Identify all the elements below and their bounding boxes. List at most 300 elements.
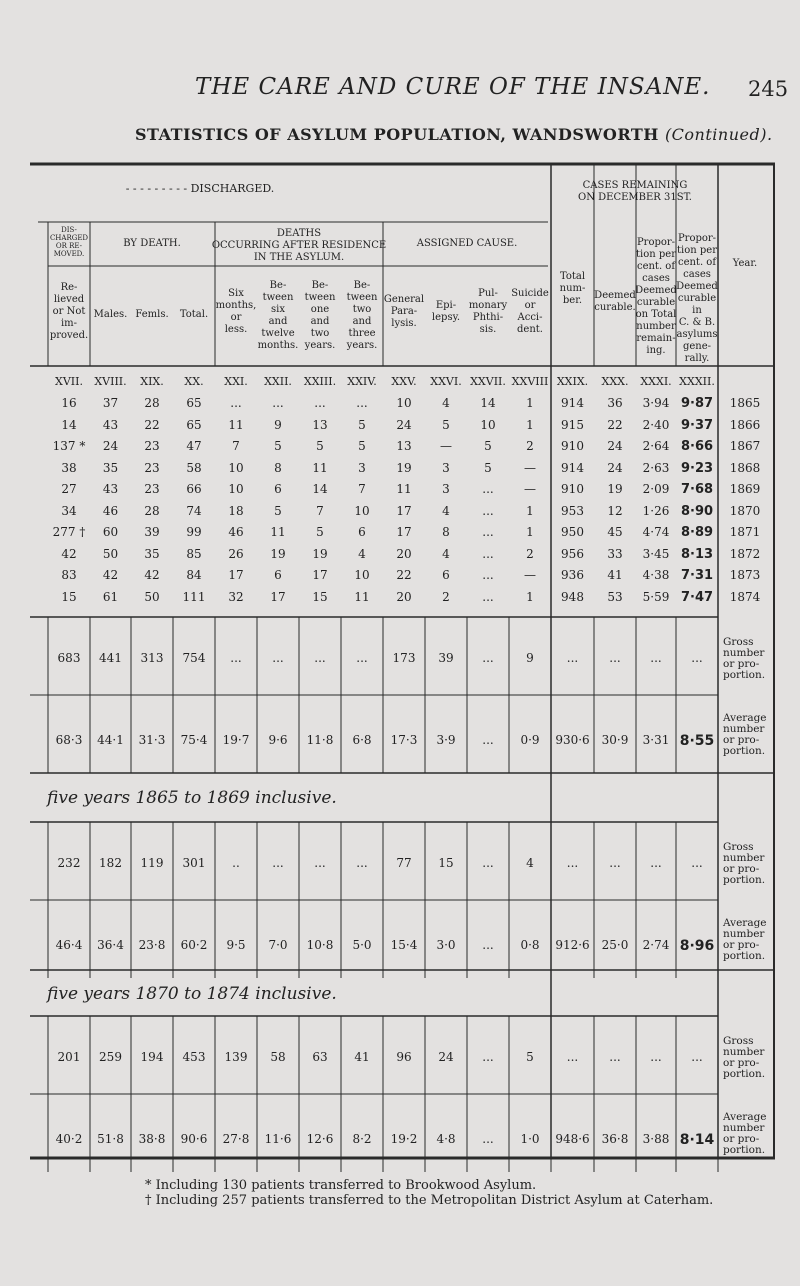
- section-1870-gross-cell: ...: [482, 1050, 494, 1064]
- section-1870-average-cell: 27·8: [222, 1132, 250, 1146]
- page-number: 245: [748, 77, 789, 101]
- column-header: Propor- tion per cent. of cases Deemed curable on Total number remain- ing.: [635, 237, 677, 356]
- column-number: XXX.: [601, 375, 629, 388]
- table-cell: 10: [228, 482, 244, 496]
- column-header: Six months, or less.: [215, 288, 257, 335]
- table-cell: 11: [354, 589, 370, 604]
- table-cell: 1: [526, 525, 534, 539]
- table-cell: 1868: [729, 460, 761, 475]
- table-cell: 65: [186, 396, 202, 410]
- section-1865-gross-cell: ...: [566, 856, 579, 870]
- table-cell: 7·68: [680, 482, 714, 497]
- table-cell: 99: [186, 525, 202, 539]
- section-1865-average-cell: 10·8: [306, 938, 334, 952]
- table-cell: 10: [354, 503, 370, 518]
- summary-all-gross-cell: 683: [57, 651, 81, 665]
- section-1865-gross-cell: ...: [482, 856, 494, 870]
- table-cell: 2: [442, 589, 450, 604]
- running-head: THE CARE AND CURE OF THE INSANE.: [195, 74, 711, 100]
- table-cell: 1: [526, 417, 534, 432]
- table-cell: 948: [561, 589, 584, 604]
- table-cell: 12: [607, 503, 623, 518]
- summary-all-gross-cell: ...: [356, 651, 368, 665]
- summary-all-gross-cell: ...: [566, 651, 579, 665]
- table-cell: 42: [102, 568, 119, 582]
- section-1865-gross-cell: 182: [99, 856, 122, 870]
- section-1870-gross-cell: 194: [140, 1050, 164, 1064]
- table-cell: 15: [312, 589, 328, 604]
- table-cell: 11: [228, 417, 244, 432]
- table-cell: 7: [358, 482, 366, 496]
- section-1865-gross-cell: ..: [232, 856, 240, 870]
- section-1865-gross-cell: ...: [609, 856, 621, 870]
- summary-all-average-cell: ...: [482, 733, 494, 747]
- table-cell: 9·87: [680, 396, 714, 411]
- column-number: XXV.: [391, 375, 417, 388]
- table-cell: 910: [561, 439, 584, 453]
- table-cell: 11: [396, 482, 412, 496]
- summary-all-gross-cell: 754: [182, 651, 206, 665]
- column-header: Deemed curable.: [594, 290, 636, 313]
- summary-all-average-cell: 3·31: [642, 733, 670, 747]
- group-discharged-removed: DIS- CHARGED OR RE- MOVED.: [49, 226, 89, 258]
- table-cell: 1: [526, 589, 534, 604]
- table-cell: ...: [482, 503, 494, 518]
- table-cell: 36: [607, 396, 623, 410]
- table-cell: 50: [102, 546, 119, 561]
- table-cell: 65: [186, 417, 202, 432]
- table-cell: 61: [102, 589, 119, 604]
- summary-all-average-cell: 3·9: [436, 733, 456, 747]
- summary-all-gross-cell: ...: [314, 651, 326, 665]
- summary-all-average-cell: 75·4: [180, 733, 208, 747]
- section-1865-gross-cell: 232: [57, 856, 81, 870]
- column-header: Femls.: [135, 309, 169, 320]
- section-1865-average-cell: 3·0: [436, 938, 456, 952]
- section-label-1870-1874: five years 1870 to 1874 inclusive.: [47, 984, 337, 1004]
- table-cell: 1: [526, 503, 534, 518]
- table-cell: 1·26: [642, 503, 670, 518]
- section-1865-gross-cell: ...: [356, 856, 368, 870]
- table-cell: 50: [144, 589, 160, 604]
- summary-all-gross-cell: ...: [609, 651, 621, 665]
- table-cell: 23: [144, 460, 160, 475]
- table-cell: 20: [396, 589, 412, 604]
- table-cell: 42: [144, 568, 160, 582]
- table-cell: 19: [270, 546, 286, 561]
- summary-all-gross-label: Gross number or pro- portion.: [723, 636, 766, 681]
- section-1870-gross-cell: 201: [57, 1050, 81, 1064]
- table-cell: 34: [61, 503, 77, 518]
- table-cell: 1872: [729, 546, 761, 561]
- table-cell: 6: [274, 482, 282, 496]
- table-cell: 4·74: [642, 525, 670, 539]
- table-cell: 950: [561, 525, 584, 539]
- table-cell: 915: [561, 417, 584, 432]
- table-cell: 19: [396, 460, 412, 475]
- table-cell: 14: [312, 482, 328, 496]
- footnote-1: * Including 130 patients transferred to Brookwood Asylum.: [145, 1178, 537, 1193]
- table-cell: 4: [442, 503, 450, 518]
- summary-all-gross-cell: 313: [140, 651, 164, 665]
- table-cell: 3·94: [642, 396, 670, 410]
- summary-all-average-cell: 68·3: [55, 733, 83, 747]
- column-header: Pul- monary Phthi- sis.: [468, 288, 508, 335]
- table-cell: 43: [102, 482, 119, 496]
- summary-all-gross-cell: ...: [650, 651, 662, 665]
- section-1865-gross-cell: ...: [272, 856, 284, 870]
- table-cell: 18: [228, 503, 244, 518]
- table-cell: 35: [102, 460, 119, 475]
- table-cell: 2·63: [642, 460, 670, 475]
- section-1865-average-cell: 5·0: [352, 938, 372, 952]
- table-cell: 7·47: [680, 589, 714, 605]
- table-cell: 19: [607, 482, 623, 496]
- table-cell: 8·13: [680, 546, 714, 562]
- table-cell: 8·89: [680, 525, 714, 540]
- section-1865-average-cell: 46·4: [55, 938, 83, 952]
- table-cell: 24: [607, 439, 623, 453]
- table-cell: 23: [144, 439, 160, 453]
- summary-all-gross-cell: ...: [482, 651, 494, 665]
- section-1870-gross-cell: 96: [396, 1050, 412, 1064]
- table-cell: 10: [396, 396, 412, 410]
- section-1865-gross-cell: 301: [182, 856, 206, 870]
- table-cell: 74: [186, 503, 202, 518]
- column-number: XXIII.: [303, 375, 337, 388]
- table-cell: 60: [102, 525, 119, 539]
- table-cell: —: [440, 439, 452, 453]
- table-cell: 22: [396, 568, 412, 582]
- column-header: Suicide or Acci- dent.: [511, 288, 549, 335]
- column-header: Be- tween two and three years.: [346, 280, 378, 351]
- table-cell: 137 *: [52, 439, 86, 453]
- table-cell: 2·09: [642, 482, 670, 496]
- table-cell: 24: [607, 460, 623, 475]
- table-cell: 45: [607, 525, 623, 539]
- table-cell: 1866: [729, 417, 761, 432]
- section-1865-average-cell: 9·5: [226, 938, 246, 952]
- column-number: XX.: [184, 375, 204, 388]
- table-cell: 2: [526, 439, 534, 453]
- summary-all-average-cell: 6·8: [352, 733, 372, 747]
- table-cell: 22: [607, 417, 623, 432]
- column-number: XXIV.: [347, 375, 377, 388]
- summary-all-average-cell: 17·3: [390, 733, 418, 747]
- column-number: XVIII.: [94, 375, 127, 388]
- table-cell: 1871: [729, 525, 761, 539]
- table-cell: 5: [358, 417, 366, 432]
- table-cell: 8·90: [680, 503, 714, 519]
- table-cell: 914: [561, 460, 584, 475]
- section-1870-gross-label: Gross number or pro- portion.: [723, 1035, 766, 1080]
- table-cell: ...: [482, 482, 494, 496]
- section-1870-average-cell: 38·8: [138, 1132, 166, 1146]
- table-cell: 3·45: [642, 546, 670, 561]
- table-cell: 27: [61, 482, 77, 496]
- table-cell: 28: [144, 396, 160, 410]
- table-cell: 13: [396, 439, 412, 453]
- column-header: Propor- tion per cent. of cases Deemed curable in C. & B. asylums gene- rally.: [676, 233, 718, 364]
- table-cell: 953: [561, 503, 584, 518]
- table-cell: 17: [312, 568, 328, 582]
- section-1865-average-cell: 25·0: [601, 938, 629, 952]
- table-cell: 111: [182, 589, 206, 604]
- table-cell: 14: [61, 417, 77, 432]
- table-cell: 4: [358, 546, 366, 561]
- group-discharged: - - - - - - - - - DISCHARGED.: [125, 182, 275, 195]
- table-cell: 6: [442, 568, 450, 582]
- table-cell: 3: [442, 482, 450, 496]
- table-cell: 7·31: [680, 568, 714, 583]
- table-cell: 42: [61, 546, 77, 561]
- section-1870-average-label: Average number or pro- portion.: [723, 1111, 767, 1156]
- table-cell: —: [524, 460, 536, 475]
- section-1870-average-cell: 12·6: [306, 1132, 334, 1146]
- table-cell: 23: [144, 482, 160, 496]
- table-cell: 28: [144, 503, 160, 518]
- table-cell: 914: [561, 396, 584, 410]
- table-cell: 2·40: [642, 417, 670, 432]
- table-cell: 53: [607, 589, 623, 604]
- summary-all-average-cell: 9·6: [268, 733, 288, 747]
- section-1870-gross-cell: ...: [566, 1050, 579, 1064]
- table-title-main: STATISTICS OF ASYLUM POPULATION, WANDSWORTH: [135, 125, 659, 144]
- table-cell: 26: [228, 546, 244, 561]
- table-cell: 85: [186, 546, 202, 561]
- table-cell: —: [524, 568, 536, 582]
- section-1870-gross-cell: 41: [354, 1050, 370, 1064]
- table-cell: 936: [561, 568, 584, 582]
- column-header: Be- tween one and two years.: [304, 280, 336, 351]
- table-cell: 6: [358, 525, 366, 539]
- table-cell: 1869: [729, 482, 761, 496]
- section-1870-gross-cell: 58: [270, 1050, 286, 1064]
- table-cell: 13: [312, 417, 328, 432]
- summary-all-average-cell: 930·6: [555, 733, 590, 747]
- table-cell: 1873: [729, 568, 761, 582]
- table-cell: 10: [354, 568, 370, 582]
- section-1865-average-cell: 15·4: [390, 938, 418, 952]
- column-header: Re- lieved or Not im- proved.: [49, 282, 89, 341]
- table-cell: 2·64: [642, 439, 670, 453]
- section-1870-gross-cell: 5: [526, 1050, 534, 1064]
- table-cell: 17: [396, 525, 412, 539]
- table-cell: 22: [144, 417, 160, 432]
- section-1870-gross-cell: 453: [182, 1050, 206, 1064]
- table-cell: 83: [61, 568, 77, 582]
- table-cell: 11: [270, 525, 286, 539]
- section-1870-gross-cell: 259: [99, 1050, 122, 1064]
- section-1865-gross-cell: 119: [140, 856, 164, 870]
- table-cell: 3: [442, 460, 450, 475]
- column-header: Epi- lepsy.: [431, 300, 461, 323]
- table-cell: 277 †: [52, 525, 86, 539]
- section-1870-gross-cell: 24: [438, 1050, 454, 1064]
- section-label-1865-1869: five years 1865 to 1869 inclusive.: [47, 788, 337, 808]
- table-cell: 17: [228, 568, 244, 582]
- table-cell: 5: [484, 439, 492, 453]
- table-cell: 41: [607, 568, 623, 582]
- section-1870-gross-cell: ...: [609, 1050, 621, 1064]
- table-cell: 1874: [729, 589, 761, 604]
- section-1865-average-cell: 0·8: [520, 938, 540, 952]
- summary-all-gross-cell: 9: [526, 651, 534, 665]
- table-cell: 3: [358, 460, 366, 475]
- table-cell: 1867: [729, 439, 761, 453]
- table-cell: 46: [228, 525, 244, 539]
- table-cell: ...: [230, 396, 242, 410]
- summary-all-average-cell: 11·8: [306, 733, 334, 747]
- table-cell: 10: [228, 460, 244, 475]
- section-1870-average-cell: 51·8: [97, 1132, 124, 1146]
- column-number: XXVII.: [470, 375, 506, 388]
- summary-all-gross-cell: ...: [691, 651, 703, 665]
- section-1870-average-cell: 11·6: [264, 1132, 292, 1146]
- table-cell: 39: [144, 525, 160, 539]
- table-cell: 58: [186, 460, 202, 475]
- section-1865-gross-cell: 77: [396, 856, 412, 870]
- group-assigned-cause: ASSIGNED CAUSE.: [416, 238, 518, 249]
- table-cell: 9·23: [680, 460, 714, 476]
- table-cell: ...: [482, 568, 494, 582]
- column-header: General Para- lysis.: [383, 294, 425, 329]
- table-cell: 9·37: [680, 417, 714, 433]
- column-number: XXXII.: [679, 375, 715, 388]
- section-1865-average-cell: 8·96: [679, 938, 715, 954]
- table-cell: 37: [102, 396, 119, 410]
- section-1870-average-cell: 948·6: [555, 1132, 590, 1146]
- column-number: XXVIII: [511, 375, 549, 388]
- table-title-continued: (Continued).: [664, 125, 773, 144]
- table-cell: 8: [274, 460, 282, 475]
- footnote-2: † Including 257 patients transferred to the Metropolitan District Asylum at Caterham.: [145, 1193, 714, 1208]
- section-1870-gross-cell: 63: [312, 1050, 328, 1064]
- section-1870-average-cell: 8·2: [352, 1132, 372, 1146]
- summary-all-gross-cell: 441: [99, 651, 122, 665]
- column-number: XXXI.: [640, 375, 672, 388]
- table-cell: ...: [314, 396, 326, 410]
- section-1870-average-cell: ...: [482, 1132, 494, 1146]
- table-cell: 11: [312, 460, 328, 475]
- section-1870-average-cell: 3·88: [642, 1132, 670, 1146]
- section-1865-gross-cell: ...: [691, 856, 703, 870]
- summary-all-average-cell: 8·55: [679, 733, 715, 749]
- table-cell: 6: [274, 568, 282, 582]
- section-1865-average-cell: 36·4: [97, 938, 124, 952]
- section-1865-average-cell: ...: [482, 938, 494, 952]
- table-cell: 5: [274, 503, 282, 518]
- summary-all-gross-cell: 39: [438, 651, 454, 665]
- table-cell: 24: [102, 439, 119, 453]
- table-cell: 17: [396, 503, 412, 518]
- column-header: Total.: [179, 309, 209, 320]
- column-number: XXI.: [224, 375, 248, 388]
- summary-all-average-cell: 19·7: [222, 733, 250, 747]
- section-1870-average-cell: 90·6: [180, 1132, 208, 1146]
- table-cell: 43: [102, 417, 119, 432]
- summary-all-average-label: Average number or pro- portion.: [723, 712, 767, 757]
- table-cell: 14: [480, 396, 496, 410]
- table-cell: 1: [526, 396, 534, 410]
- table-cell: 1870: [729, 503, 761, 518]
- table-cell: 15: [61, 589, 77, 604]
- section-1865-average-cell: 23·8: [138, 938, 166, 952]
- summary-all-average-cell: 44·1: [97, 733, 124, 747]
- section-1865-gross-cell: 4: [526, 856, 534, 870]
- table-cell: 2: [526, 546, 534, 561]
- section-1865-average-label: Average number or pro- portion.: [723, 917, 767, 962]
- section-1865-gross-label: Gross number or pro- portion.: [723, 841, 766, 886]
- column-header: Year.: [732, 258, 758, 269]
- summary-all-gross-cell: 173: [392, 651, 416, 665]
- table-cell: 35: [144, 546, 160, 561]
- table-cell: 66: [186, 482, 202, 496]
- table-cell: 33: [607, 546, 623, 561]
- table-cell: 10: [480, 417, 496, 432]
- column-number: XXIX.: [556, 375, 589, 388]
- section-1865-average-cell: 60·2: [180, 938, 208, 952]
- column-header: Be- tween six and twelve months.: [257, 280, 299, 351]
- table-cell: 32: [228, 589, 244, 604]
- section-1865-average-cell: 7·0: [268, 938, 288, 952]
- section-1865-average-cell: 2·74: [642, 938, 670, 952]
- table-cell: 5·59: [642, 589, 670, 604]
- table-cell: —: [524, 482, 536, 496]
- table-cell: 956: [561, 546, 584, 561]
- table-cell: 46: [102, 503, 119, 518]
- table-cell: 8·66: [680, 439, 714, 454]
- group-deaths-after: DEATHS OCCURRING AFTER RESIDENCE IN THE ASYLUM.: [211, 228, 387, 263]
- section-1865-gross-cell: ...: [650, 856, 662, 870]
- section-1870-average-cell: 4·8: [436, 1132, 456, 1146]
- column-number: XVII.: [55, 375, 83, 388]
- table-cell: ...: [482, 546, 494, 561]
- table-cell: 8: [442, 525, 450, 539]
- section-1865-average-cell: 912·6: [555, 938, 590, 952]
- table-cell: 5: [316, 525, 324, 539]
- section-1870-average-cell: 1·0: [520, 1132, 540, 1146]
- table-cell: 5: [442, 417, 450, 432]
- table-cell: 5: [358, 439, 366, 453]
- table-cell: 4·38: [642, 568, 670, 582]
- table-cell: ...: [272, 396, 284, 410]
- group-remaining: CASES REMAINING ON DECEMBER 31ST.: [578, 180, 692, 203]
- column-number: XXII.: [264, 375, 292, 388]
- table-cell: 910: [561, 482, 584, 496]
- summary-all-average-cell: 31·3: [138, 733, 166, 747]
- column-number: XIX.: [140, 375, 164, 388]
- summary-all-average-cell: 0·9: [520, 733, 540, 747]
- section-1870-average-cell: 19·2: [390, 1132, 418, 1146]
- section-1870-average-cell: 40·2: [55, 1132, 83, 1146]
- table-cell: 5: [274, 439, 282, 453]
- table-cell: 17: [270, 589, 286, 604]
- section-1870-average-cell: 36·8: [601, 1132, 629, 1146]
- section-1865-gross-cell: ...: [314, 856, 326, 870]
- table-cell: 84: [186, 568, 202, 582]
- column-number: XXVI.: [430, 375, 462, 388]
- section-1870-gross-cell: 139: [224, 1050, 248, 1064]
- section-1870-average-cell: 8·14: [679, 1132, 715, 1148]
- table-cell: ...: [356, 396, 368, 410]
- table-cell: 20: [396, 546, 412, 561]
- section-1870-gross-cell: ...: [650, 1050, 662, 1064]
- table-cell: 7: [232, 439, 240, 453]
- table-cell: 19: [312, 546, 328, 561]
- table-cell: ...: [482, 589, 494, 604]
- section-1870-gross-cell: ...: [691, 1050, 703, 1064]
